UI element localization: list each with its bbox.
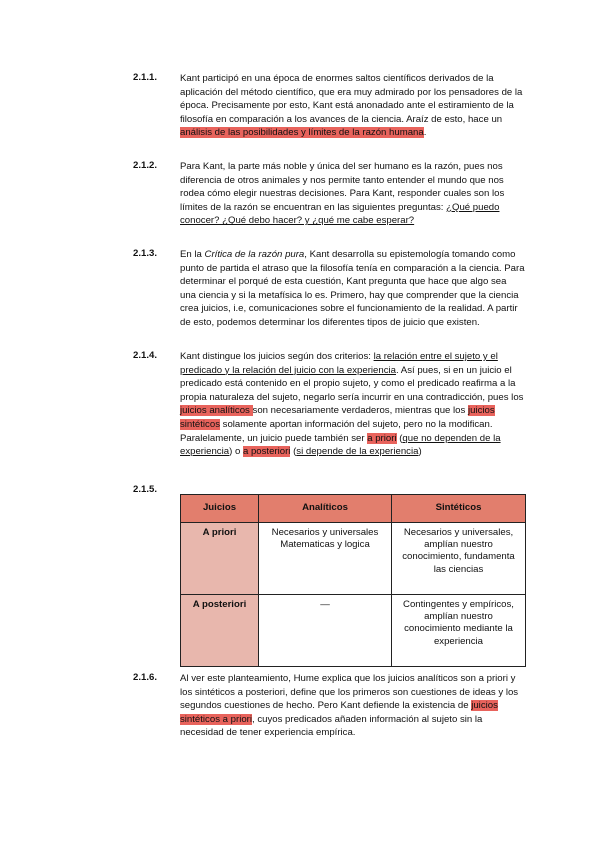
text-run: . Así pues, si en un juicio el predicado está contenido en el propio sujeto, y como el predicado reafirma a la propia naturaleza del sujeto, negarlo sería incurrir en una contradicción, pues los xyxy=(180,364,524,403)
section-text xyxy=(180,248,525,330)
section-text xyxy=(180,672,525,740)
text-run: , cuyos predicados añaden información al sujeto sin la necesidad de tener experiencia empírica. xyxy=(180,713,483,739)
header-analiticos: Analíticos xyxy=(259,495,392,523)
section-text xyxy=(180,72,525,140)
judgments-table xyxy=(180,494,526,667)
text-run: Al ver este planteamiento, Hume explica que los juicios analíticos son a priori y los sintéticos a posteriori, define que los primeros son cuestiones de ideas y los segundos cuestiones de hecho. Pero Kant defiende la existencia de xyxy=(180,673,519,712)
row-label: A priori xyxy=(181,523,259,595)
section-number: 2.1.6. xyxy=(133,672,158,683)
italic-text: Crítica de la razón pura xyxy=(204,249,305,260)
highlighted-text: juicios sintéticos a priori xyxy=(180,700,498,725)
cell-sinteticos: Necesarios y universales, amplían nuestro conocimiento, fundamenta las ciencias xyxy=(392,523,526,595)
table-row xyxy=(181,523,526,595)
underlined-text: la relación entre el sujeto y el predicado y la relación del juicio con la experiencia xyxy=(180,351,498,376)
text-run: . xyxy=(423,127,427,139)
highlighted-text: a posteriori xyxy=(242,446,291,458)
cell-analiticos: — xyxy=(259,595,392,667)
text-run: ( xyxy=(396,432,403,444)
table-header-row xyxy=(181,495,526,523)
cell-sinteticos: Contingentes y empíricos, amplían nuestro conocimiento mediante la experiencia xyxy=(392,595,526,667)
text-run: Kant distingue los juicios según dos criterios: xyxy=(180,351,374,362)
text-run: Kant participó en una época de enormes saltos científicos derivados de la aplicación del método científico, que era muy admirado por los pensadores de la época. Precisamente por esto, Kant está anonadado ante el estiramiento de la filosofía en comparación a los avances de la ciencia. Araíz de esto, hace un xyxy=(180,73,523,125)
text-run: En la xyxy=(180,249,205,260)
text-run: ) xyxy=(418,446,422,458)
underlined-text: que no dependen de la experiencia xyxy=(180,432,501,458)
section-number: 2.1.3. xyxy=(133,248,158,259)
text-run: ) o xyxy=(229,446,243,458)
section-text xyxy=(180,350,525,459)
cell-analiticos: Necesarios y universales Matematicas y logica xyxy=(259,523,392,595)
text-run: ( xyxy=(290,446,297,458)
section-number: 2.1.2. xyxy=(133,160,158,171)
text-run: Para Kant, la parte más noble y única del ser humano es la razón, pues nos diferencia de otros animales y nos permite tanto entender el mundo que nos rodea cómo elegir nuestras decisiones. Para Kant, responder cuales son los límites de la razón se encuentran en las siguientes preguntas: xyxy=(180,161,505,213)
text-run: , Kant desarrolla su epistemología tomando como punto de partida el atraso que la filosofía tenía en comparación a la ciencia. Para determinar el porqué de esta cuestión, Kant pregunta que hace que algo sea una ciencia y si la metafísica lo es. Primero, hay que comprender que la ciencia crea juicios, i.e, comunicaciones sobre el funcionamiento de la realidad. A partir de esto, podemos determinar los diferentes tipos de juicio que existen. xyxy=(180,249,525,328)
highlighted-text: juicios sintéticos xyxy=(180,405,495,430)
table-row xyxy=(181,595,526,667)
section-text xyxy=(180,160,525,228)
section-number: 2.1.4. xyxy=(133,350,158,361)
highlighted-text: a priori xyxy=(367,432,397,444)
section-number: 2.1.5. xyxy=(133,484,158,495)
underlined-text: ¿Qué puedo conocer? ¿Qué debo hacer? y ¿qué me cabe esperar? xyxy=(180,201,500,227)
highlighted-text: análisis de las posibilidades y límites de la razón humana xyxy=(180,127,424,139)
row-label: A posteriori xyxy=(181,595,259,667)
header-juicios: Juicios xyxy=(181,495,259,523)
underlined-text: si depende de la experiencia xyxy=(296,446,419,458)
highlighted-text: juicios analíticos xyxy=(180,405,253,417)
text-run: son necesariamente verdaderos, mientras que los xyxy=(252,405,468,417)
text-run: solamente aportan información del sujeto, pero no la modifican. Paralelamente, un juicio puede también ser xyxy=(180,418,493,444)
section-number: 2.1.1. xyxy=(133,72,158,83)
header-sinteticos: Sintéticos xyxy=(392,495,526,523)
